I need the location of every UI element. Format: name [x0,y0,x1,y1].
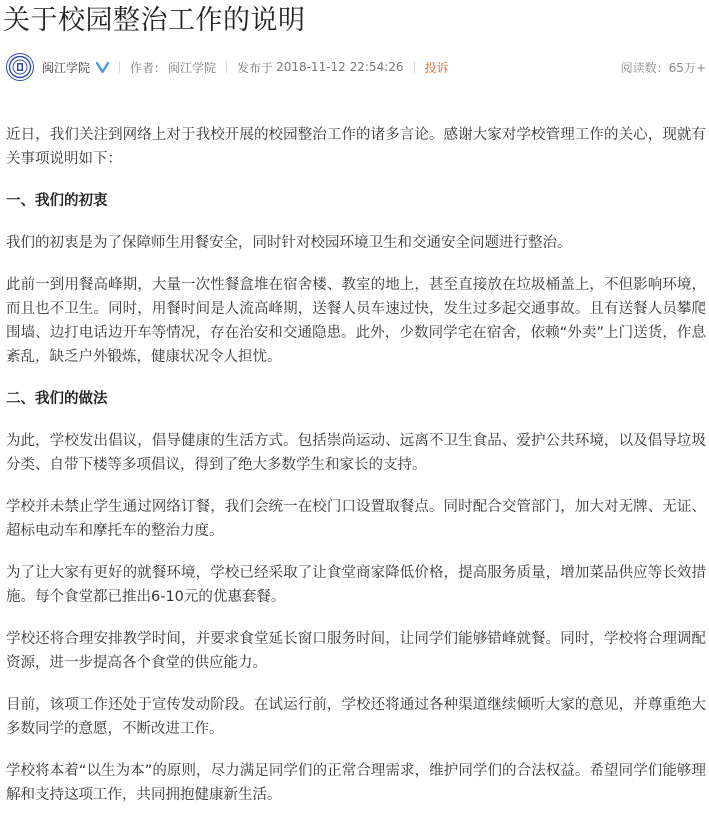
author-label: 作者： [130,60,167,75]
meta-divider [226,61,227,73]
paragraph: 我们的初衷是为了保障师生用餐安全，同时针对校园环境卫生和交通安全问题进行整治。 [6,235,572,251]
article-title: 关于校园整治工作的说明 [3,5,306,36]
paragraph: 学校并未禁止学生通过网络订餐，我们会统一在校门口设置取餐点。同时配合交管部门，加大对无牌、无证、超标电动车和摩托车的整治力度。 [6,499,706,539]
paragraph: 为此，学校发出倡议，倡导健康的生活方式。包括崇尚运动、远离不卫生食品、爱护公共环境，以及倡导垃圾分类、自带下楼等多项倡议，得到了绝大多数学生和家长的支持。 [6,433,706,473]
section-heading-measures: 二、我们的做法 [6,391,108,407]
source-name-link[interactable]: 闽江学院 [42,60,91,75]
university-logo-icon[interactable] [6,53,34,81]
paragraph: 目前，该项工作还处于宣传发动阶段。在试运行前，学校还将通过各种渠道继续倾听大家的意见，并尊重绝大多数同学的意愿，不断改进工作。 [6,697,706,737]
verified-v-icon [96,62,109,73]
article-content [6,123,706,825]
section-heading-intent: 一、我们的初衷 [6,193,108,209]
published-label: 发布于 [237,60,274,75]
paragraph: 学校将本着“以生为本”的原则，尽力满足同学们的正常合理需求，维护同学们的合法权益。希望同学们能够理解和支持这项工作，共同拥抱健康新生活。 [6,763,706,803]
paragraph: 为了让大家有更好的就餐环境，学校已经采取了让食堂商家降低价格，提高服务质量，增加菜品供应等长效措施。每个食堂都已推出6-10元的优惠套餐。 [6,565,706,605]
article-meta-bar [6,52,706,82]
meta-divider [414,61,415,73]
read-count [621,59,706,76]
paragraph: 此前一到用餐高峰期，大量一次性餐盒堆在宿舍楼、教室的地上，甚至直接放在垃圾桶盖上，不但影响环境，而且也不卫生。同时，用餐时间是人流高峰期，送餐人员车速过快，发生过多起交通事故。且有送餐人员攀爬围墙、边打电话边开车等情况，存在治安和交通隐患。此外，少数同学宅在宿舍，依赖“外卖”上门送货，作息紊乱，缺乏户外锻炼，健康状况令人担忧。 [6,277,706,365]
author-name-link[interactable]: 闽江学院 [168,60,217,75]
read-count-label: 阅读数： [620,60,669,75]
read-count-value: 65万+ [668,60,706,75]
published-time: 2018-11-12 22:54:26 [276,60,404,74]
paragraph: 学校还将合理安排教学时间，并要求食堂延长窗口服务时间，让同学们能够错峰就餐。同时，学校将合理调配资源，进一步提高各个食堂的供应能力。 [6,631,706,671]
paragraph-intro: 近日，我们关注到网络上对于我校开展的校园整治工作的诸多言论。感谢大家对学校管理工作的关心，现就有关事项说明如下： [6,127,706,167]
report-link[interactable]: 投诉 [424,60,449,75]
meta-divider [119,61,120,73]
